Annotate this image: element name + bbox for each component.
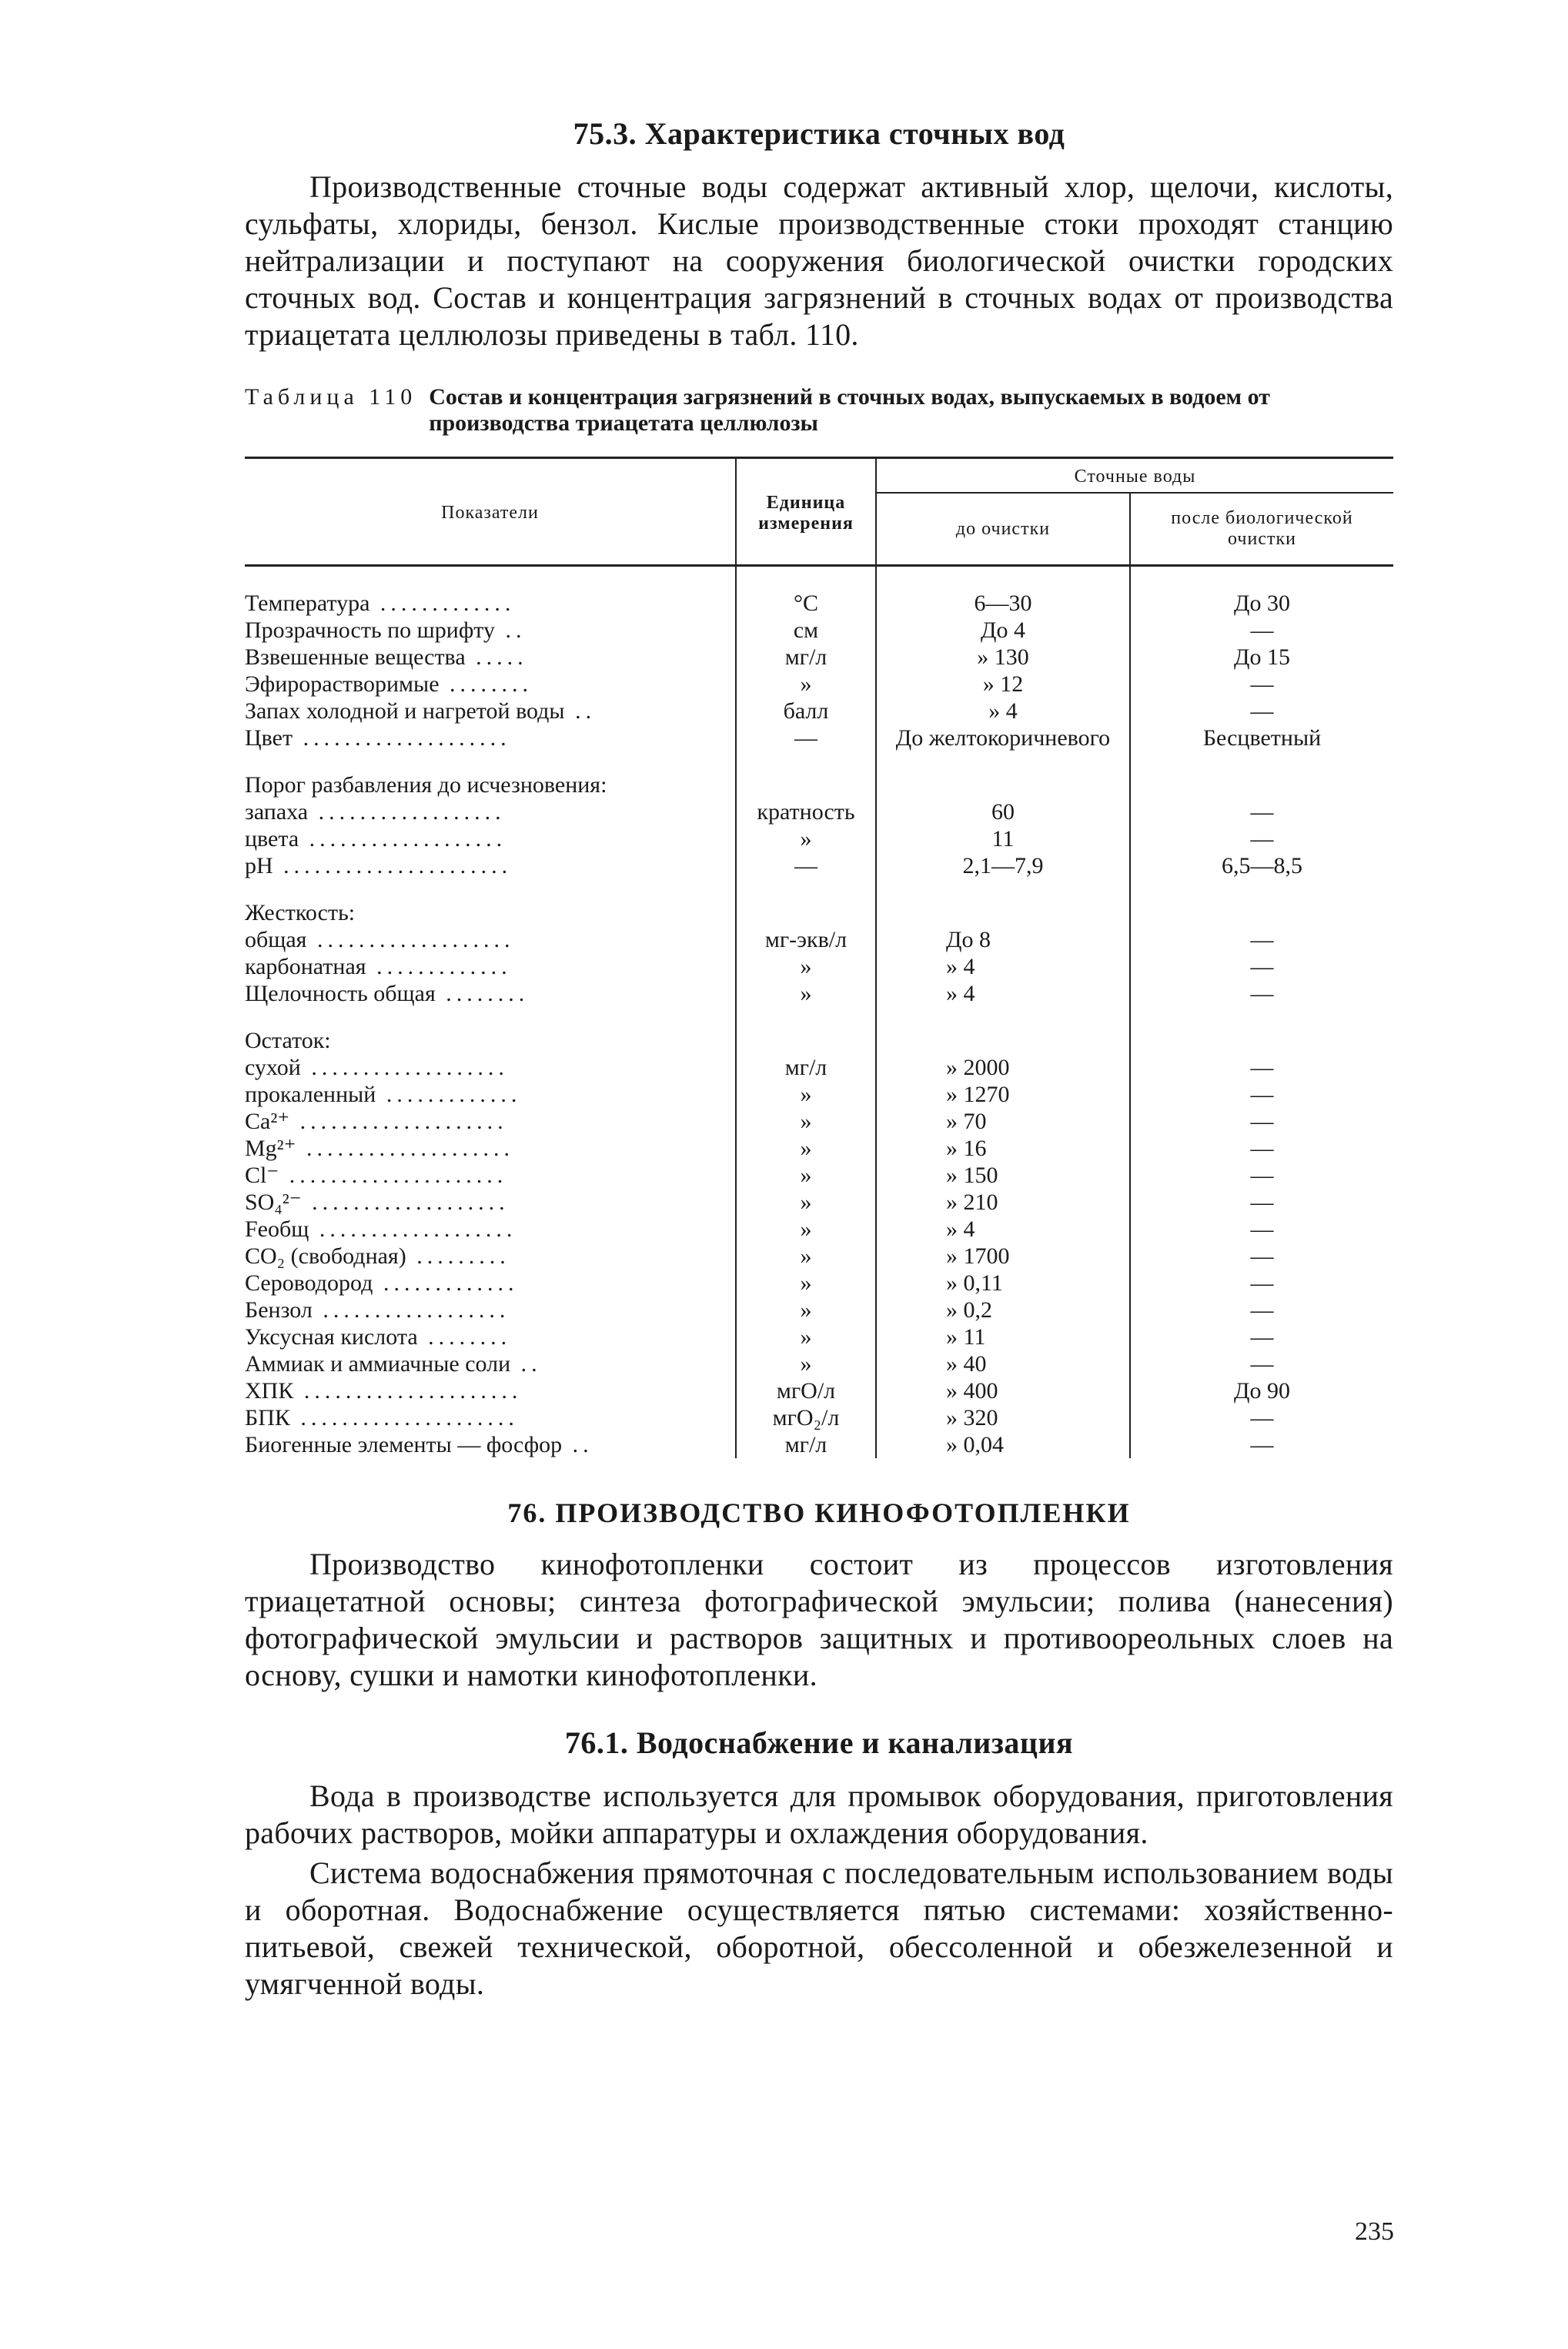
before-treatment-cell: До желтокоричневого <box>876 724 1130 751</box>
after-treatment-cell: — <box>1130 953 1393 980</box>
indicator-cell: карбонатная ............. <box>245 954 512 979</box>
indicator-cell: цвета ................... <box>245 826 507 852</box>
before-treatment-cell: До 4 <box>876 617 1130 644</box>
table-row <box>245 852 1393 879</box>
leader-dots: ................... <box>301 1190 510 1215</box>
indicator-cell: Cl⁻ ..................... <box>245 1163 508 1188</box>
after-treatment-cell: — <box>1130 1216 1393 1243</box>
after-treatment-cell: — <box>1130 1054 1393 1081</box>
before-treatment-cell: » 400 <box>876 1377 1130 1404</box>
table-row <box>245 644 1393 671</box>
indicator-cell: Запах холодной и нагретой воды .. <box>245 698 597 724</box>
indicator-cell: Feобщ ................... <box>245 1216 517 1242</box>
paragraph-water-use: Вода в производстве используется для промывок оборудования, приготовления рабочих растворов, мойки аппаратуры и охлаждения оборудования. <box>245 1778 1393 1850</box>
indicator-cell: Температура ............. <box>245 591 516 616</box>
indicator-cell: Щелочность общая ........ <box>245 981 530 1006</box>
indicator-cell: Прозрачность по шрифту .. <box>245 617 527 643</box>
indicator-cell: сухой ................... <box>245 1055 509 1080</box>
after-treatment-cell: — <box>1130 1162 1393 1189</box>
after-treatment-cell: — <box>1130 1404 1393 1431</box>
unit-cell <box>736 1027 876 1054</box>
paragraph-wastewater: Производственные сточные воды содержат активный хлор, щелочи, кислоты, сульфаты, хлориды, бензол. Кислые производственные стоки проходят станцию нейтрализации и поступают на сооружения биологической очистки городских сточных вод. Состав и концентрация загрязнений в сточных водах от производства триацетата целлюлозы приведены в табл. 110. <box>245 169 1393 352</box>
after-treatment-cell <box>1130 1027 1393 1054</box>
unit-cell: мг/л <box>736 1431 876 1458</box>
before-treatment-cell: » 4 <box>876 953 1130 980</box>
leader-dots: .................... <box>293 725 511 751</box>
leader-dots: ..................... <box>293 1378 523 1404</box>
before-treatment-cell: » 320 <box>876 1404 1130 1431</box>
leader-dots: ................... <box>309 1216 517 1242</box>
before-treatment-cell: » 16 <box>876 1135 1130 1162</box>
unit-cell: °С <box>736 566 876 617</box>
leader-dots: .. <box>510 1351 542 1377</box>
unit-cell: » <box>736 1108 876 1135</box>
unit-cell: » <box>736 1189 876 1216</box>
indicator-cell: Остаток: <box>245 1028 331 1053</box>
table-row <box>245 771 1393 798</box>
table-spacer-cell <box>1130 879 1393 899</box>
leader-dots: ........ <box>417 1324 512 1350</box>
leader-dots: ..................... <box>289 1405 519 1430</box>
table-row <box>245 671 1393 698</box>
before-treatment-cell: 2,1—7,9 <box>876 852 1130 879</box>
table-row <box>245 1007 1393 1027</box>
leader-dots: ............. <box>373 1270 519 1296</box>
table-row <box>245 566 1393 617</box>
table-spacer-cell <box>876 879 1130 899</box>
table-row <box>245 1081 1393 1108</box>
after-treatment-cell <box>1130 771 1393 798</box>
paragraph-film-production: Производство кинофотопленки состоит из процессов изготовления триацетатной основы; синтеза фотографической эмульсии; полива (нанесения) фотографической эмульсии и растворов защитных и противоореольных слоев на основу, сушки и намотки кинофотопленки. <box>245 1547 1393 1692</box>
table-spacer-cell <box>736 879 876 899</box>
unit-cell: » <box>736 1297 876 1323</box>
before-treatment-cell: » 4 <box>876 698 1130 724</box>
unit-cell: » <box>736 1323 876 1350</box>
indicator-cell: общая ................... <box>245 927 515 952</box>
table-spacer-cell <box>876 751 1130 771</box>
after-treatment-cell: До 30 <box>1130 566 1393 617</box>
before-treatment-cell: » 130 <box>876 644 1130 671</box>
before-treatment-cell: » 70 <box>876 1108 1130 1135</box>
leader-dots: ........ <box>439 671 533 697</box>
unit-cell: мг/л <box>736 644 876 671</box>
table-row <box>245 617 1393 644</box>
table-row <box>245 1189 1393 1216</box>
header-before-treatment: до очистки <box>876 493 1130 566</box>
unit-cell: » <box>736 671 876 698</box>
table-spacer-cell <box>736 751 876 771</box>
table-spacer-cell <box>1130 1007 1393 1027</box>
unit-cell: » <box>736 953 876 980</box>
unit-cell <box>736 771 876 798</box>
table-row <box>245 1431 1393 1458</box>
after-treatment-cell: 6,5—8,5 <box>1130 852 1393 879</box>
indicator-cell: SO₄²⁻ ................... <box>245 1190 510 1215</box>
after-treatment-cell: — <box>1130 825 1393 852</box>
table-row <box>245 1297 1393 1323</box>
indicator-cell: Взвешенные вещества ..... <box>245 644 528 670</box>
indicator-cell: Уксусная кислота ........ <box>245 1324 512 1350</box>
table-row <box>245 724 1393 751</box>
before-treatment-cell: » 40 <box>876 1350 1130 1377</box>
leader-dots: ..... <box>465 644 528 670</box>
before-treatment-cell: 6—30 <box>876 566 1130 617</box>
before-treatment-cell: » 12 <box>876 671 1130 698</box>
table-spacer-cell <box>1130 751 1393 771</box>
leader-dots: .. <box>562 1432 593 1457</box>
after-treatment-cell: — <box>1130 1135 1393 1162</box>
header-unit: Единица измерения <box>736 458 876 566</box>
before-treatment-cell: » 4 <box>876 980 1130 1007</box>
table-row <box>245 1027 1393 1054</box>
after-treatment-cell: — <box>1130 617 1393 644</box>
after-treatment-cell: — <box>1130 1350 1393 1377</box>
section-heading-76-1: 76.1. Водоснабжение и канализация <box>564 1725 1074 1760</box>
table-label: Таблица 110 <box>245 384 417 410</box>
indicator-cell: БПК ..................... <box>245 1405 519 1430</box>
after-treatment-cell: — <box>1130 671 1393 698</box>
leader-dots: ......... <box>406 1243 510 1269</box>
table-row <box>245 1270 1393 1297</box>
unit-cell: мг/л <box>736 1054 876 1081</box>
unit-cell: » <box>736 825 876 852</box>
leader-dots: ..................... <box>279 1163 508 1188</box>
table-row <box>245 980 1393 1007</box>
after-treatment-cell: До 90 <box>1130 1377 1393 1404</box>
page-number: 235 <box>1355 2217 1394 2246</box>
unit-cell: » <box>736 1243 876 1270</box>
indicator-cell: pH ...................... <box>245 853 513 878</box>
paragraph-water-systems: Система водоснабжения прямоточная с последовательным использованием воды и оборотная. Водоснабжение осуществляется пятью системами: хозяйственно-питьевой, свежей технической, оборотной, обессоленной и обезжелезенной и умягченной воды. <box>245 1855 1393 2001</box>
after-treatment-cell: — <box>1130 1081 1393 1108</box>
indicator-cell: ХПК ..................... <box>245 1378 523 1404</box>
leader-dots: ............. <box>369 591 516 616</box>
indicator-cell: Порог разбавления до исчезновения: <box>245 772 607 798</box>
before-treatment-cell <box>876 771 1130 798</box>
leader-dots: .. <box>495 617 527 643</box>
indicator-cell: Жесткость: <box>245 900 356 925</box>
unit-cell: » <box>736 1081 876 1108</box>
after-treatment-cell: — <box>1130 698 1393 724</box>
leader-dots: .. <box>564 698 597 724</box>
before-treatment-cell: » 4 <box>876 1216 1130 1243</box>
table-spacer-cell <box>876 1007 1130 1027</box>
after-treatment-cell: — <box>1130 1297 1393 1323</box>
table-spacer-cell <box>245 879 736 899</box>
header-after-treatment: после биологической очистки <box>1130 493 1393 566</box>
leader-dots: ................... <box>299 826 507 852</box>
table-body <box>245 566 1393 1459</box>
leader-dots: ............. <box>376 1082 522 1107</box>
leader-dots: .................... <box>296 1136 515 1161</box>
leader-dots: ...................... <box>272 853 513 878</box>
after-treatment-cell: — <box>1130 980 1393 1007</box>
indicator-cell: Биогенные элементы — фосфор .. <box>245 1432 593 1457</box>
table-row <box>245 751 1393 771</box>
table-row <box>245 1054 1393 1081</box>
table-spacer-cell <box>245 751 736 771</box>
unit-cell: мг-экв/л <box>736 926 876 953</box>
before-treatment-cell: 11 <box>876 825 1130 852</box>
table-row <box>245 1404 1393 1431</box>
unit-cell: см <box>736 617 876 644</box>
table-row <box>245 1323 1393 1350</box>
table-row <box>245 825 1393 852</box>
unit-cell: » <box>736 1162 876 1189</box>
table-spacer-cell <box>736 1007 876 1027</box>
indicator-cell: Аммиак и аммиачные соли .. <box>245 1351 542 1377</box>
before-treatment-cell: » 2000 <box>876 1054 1130 1081</box>
table-spacer-cell <box>245 1007 736 1027</box>
table-row <box>245 1108 1393 1135</box>
section-heading-75-3: 75.3. Характеристика сточных вод <box>573 116 1065 151</box>
unit-cell: балл <box>736 698 876 724</box>
indicator-cell: Цвет .................... <box>245 725 511 751</box>
leader-dots: ............. <box>366 954 512 979</box>
indicator-cell: Эфирорастворимые ........ <box>245 671 533 697</box>
table-caption <box>245 384 1393 437</box>
indicator-cell: запаха .................. <box>245 799 506 825</box>
indicator-cell: CO₂ (свободная) ......... <box>245 1243 510 1269</box>
table-row <box>245 879 1393 899</box>
before-treatment-cell: » 0,2 <box>876 1297 1130 1323</box>
indicator-cell: Сероводород ............. <box>245 1270 519 1296</box>
page-content <box>245 115 1393 2003</box>
table-row <box>245 899 1393 926</box>
table-row <box>245 1162 1393 1189</box>
table-row <box>245 1216 1393 1243</box>
unit-cell: » <box>736 1135 876 1162</box>
unit-cell: — <box>736 724 876 751</box>
section-heading-76: 76. ПРОИЗВОДСТВО КИНОФОТОПЛЕНКИ <box>507 1497 1131 1528</box>
after-treatment-cell: — <box>1130 1243 1393 1270</box>
after-treatment-cell: — <box>1130 926 1393 953</box>
leader-dots: ................... <box>300 1055 509 1080</box>
after-treatment-cell: — <box>1130 1270 1393 1297</box>
pollutants-table <box>245 457 1393 1458</box>
after-treatment-cell: До 15 <box>1130 644 1393 671</box>
table-row <box>245 1135 1393 1162</box>
table-row <box>245 798 1393 825</box>
leader-dots: ........ <box>435 981 530 1006</box>
unit-cell: — <box>736 852 876 879</box>
after-treatment-cell: Бесцветный <box>1130 724 1393 751</box>
before-treatment-cell: » 210 <box>876 1189 1130 1216</box>
before-treatment-cell <box>876 1027 1130 1054</box>
indicator-cell: Mg²⁺ .................... <box>245 1136 515 1161</box>
indicator-cell: Ca²⁺ .................... <box>245 1109 508 1134</box>
after-treatment-cell: — <box>1130 1431 1393 1458</box>
indicator-cell: прокаленный ............. <box>245 1082 522 1107</box>
header-wastewater-group: Сточные воды <box>876 458 1393 494</box>
header-indicator: Показатели <box>245 458 736 566</box>
table-row <box>245 926 1393 953</box>
unit-cell: » <box>736 1216 876 1243</box>
before-treatment-cell: » 1700 <box>876 1243 1130 1270</box>
table-row <box>245 1377 1393 1404</box>
leader-dots: ................... <box>306 927 515 952</box>
before-treatment-cell: » 11 <box>876 1323 1130 1350</box>
leader-dots: .................... <box>289 1109 508 1134</box>
table-row <box>245 1350 1393 1377</box>
unit-cell: мгО/л <box>736 1377 876 1404</box>
table-row <box>245 1243 1393 1270</box>
indicator-cell: Бензол .................. <box>245 1297 510 1323</box>
before-treatment-cell: До 8 <box>876 926 1130 953</box>
unit-cell <box>736 899 876 926</box>
after-treatment-cell: — <box>1130 1108 1393 1135</box>
before-treatment-cell: » 1270 <box>876 1081 1130 1108</box>
after-treatment-cell: — <box>1130 1323 1393 1350</box>
before-treatment-cell: » 0,04 <box>876 1431 1130 1458</box>
before-treatment-cell: » 0,11 <box>876 1270 1130 1297</box>
table-row <box>245 953 1393 980</box>
before-treatment-cell <box>876 899 1130 926</box>
before-treatment-cell: 60 <box>876 798 1130 825</box>
leader-dots: .................. <box>308 799 506 825</box>
table-title: Состав и концентрация загрязнений в сточных водах, выпускаемых в водоем от производства триацетата целлюлозы <box>429 384 1270 436</box>
unit-cell: кратность <box>736 798 876 825</box>
before-treatment-cell: » 150 <box>876 1162 1130 1189</box>
table-row <box>245 698 1393 724</box>
after-treatment-cell: — <box>1130 1189 1393 1216</box>
after-treatment-cell: — <box>1130 798 1393 825</box>
unit-cell: » <box>736 1270 876 1297</box>
unit-cell: » <box>736 980 876 1007</box>
unit-cell: мгО₂/л <box>736 1404 876 1431</box>
unit-cell: » <box>736 1350 876 1377</box>
after-treatment-cell <box>1130 899 1393 926</box>
leader-dots: .................. <box>312 1297 510 1323</box>
